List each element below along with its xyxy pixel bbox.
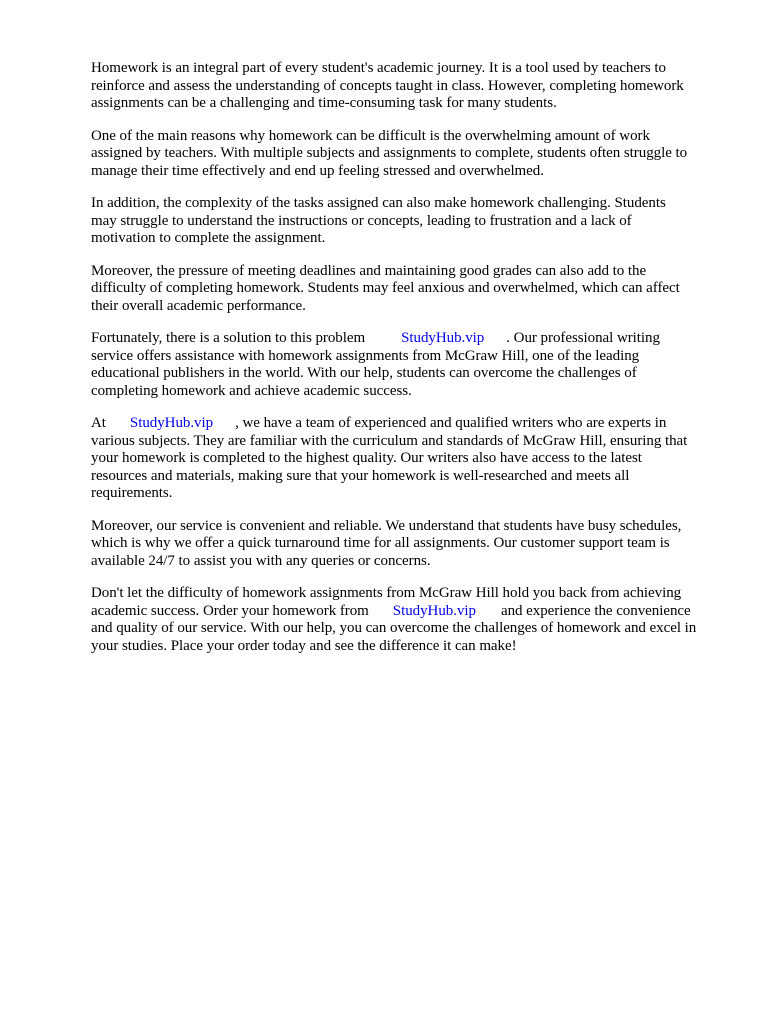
text-line: completing homework and achieve academic success. [91,382,412,399]
text-line: their overall academic performance. [91,297,306,314]
text-line: requirements. [91,485,173,501]
paragraph-team [91,415,731,503]
text-line: Moreover, the pressure of meeting deadlines and maintaining good grades can also add to the [91,262,647,279]
document-page [91,60,731,670]
text-line [91,603,731,621]
studyhub-link[interactable]: StudyHub.vip [129,415,214,431]
text-line: One of the main reasons why homework can be difficult is the overwhelming amount of work [91,127,650,144]
text-line: your studies. Place your order today and see the difference it can make! [91,637,517,654]
text-fragment: and experience the convenience [500,602,691,619]
text-line: may struggle to understand the instructions or concepts, leading to frustration and a lack of [91,212,632,229]
paragraph-pressure [91,263,731,316]
text-line: In addition, the complexity of the tasks assigned can also make homework challenging. Students [91,195,666,211]
paragraph-solution [91,330,731,400]
text-line: service offers assistance with homework assignments from McGraw Hill, one of the leading [91,347,640,364]
paragraph-closing [91,585,731,655]
text-line: available 24/7 to assist you with any queries or concerns. [91,552,431,569]
text-line: Moreover, our service is convenient and reliable. We understand that students have busy schedules, [91,517,682,534]
text-line: resources and materials, making sure that your homework is well-researched and meets all [91,467,630,484]
text-line: reinforce and assess the understanding of concepts taught in class. However, completing homework [91,77,684,94]
studyhub-link[interactable]: StudyHub.vip [392,602,476,619]
text-fragment: , we have a team of experienced and qualified writers who are experts in [235,415,667,431]
paragraph-complexity [91,195,731,248]
text-line [91,330,731,348]
text-fragment: Fortunately, there is a solution to this problem [91,330,366,346]
text-fragment: academic success. Order your homework from [91,602,369,619]
text-line: your homework is completed to the highest quality. Our writers also have access to the latest [91,450,642,466]
text-line: various subjects. They are familiar with the curriculum and standards of McGraw Hill, ensuring that [91,432,688,449]
text-line: manage their time effectively and end up feeling stressed and overwhelmed. [91,162,544,179]
text-line: and quality of our service. With our help, you can overcome the challenges of homework and excel in [91,620,697,636]
text-line: which is why we offer a quick turnaround time for all assignments. Our customer support team is [91,535,670,551]
text-fragment: . Our professional writing [506,330,660,346]
text-line: Homework is an integral part of every student's academic journey. It is a tool used by teachers to [91,60,666,76]
text-line: difficulty of completing homework. Students may feel anxious and overwhelmed, which can affect [91,280,680,296]
studyhub-link[interactable]: StudyHub.vip [401,330,485,346]
text-line: Don't let the difficulty of homework assignments from McGraw Hill hold you back from achieving [91,585,682,601]
text-line: assigned by teachers. With multiple subjects and assignments to complete, students often struggle to [91,145,688,161]
text-fragment: At [91,415,106,431]
paragraph-intro [91,60,731,113]
text-line [91,415,731,433]
paragraph-convenience [91,518,731,571]
text-line: assignments can be a challenging and time-consuming task for many students. [91,95,557,111]
text-line: motivation to complete the assignment. [91,230,326,246]
paragraph-workload [91,128,731,181]
text-line: educational publishers in the world. With our help, students can overcome the challenges of [91,365,637,381]
